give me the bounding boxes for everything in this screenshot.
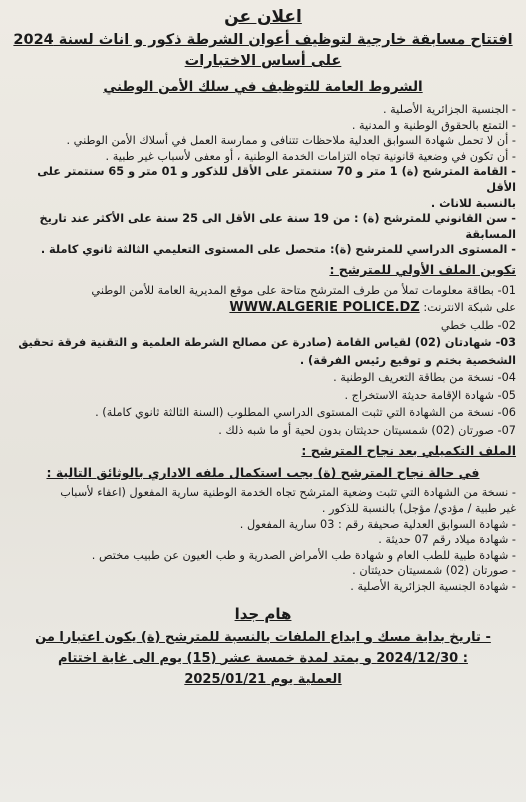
list-item: - أن تكون في وضعية قانونية تجاه التزامات الخدمة الوطنية ، أو معفى لأسباب غير طبية . <box>105 149 516 163</box>
list-item: - التمتع بالحقوق الوطنية و المدنية . <box>351 118 516 132</box>
deadline-line-2: : 2024/12/30 و يمتد لمدة خمسة عشر (15) يوم الى غاية اختتام <box>58 650 468 666</box>
list-item: - شهادة طبية للطب العام و شهادة طب الأمراض الصدرية و طب العيون عن طبيب مختص . <box>91 548 516 562</box>
list-item: - نسخة من الشهادة التي تثبت وضعية المترشح تجاه الخدمة الوطنية سارية المفعول (اعفاء لأسباب <box>60 486 516 500</box>
list-item: - أن لا تحمل شهادة السوابق العدلية ملاحظات تتنافى و ممارسة العمل في أسلاك الأمن الوطني . <box>66 134 516 148</box>
initial-file-list <box>10 282 516 440</box>
list-item: - المستوى الدراسي للمترشح (ة): متحصل على المستوى التعليمي الثالثة ثانوي كاملة . <box>40 243 516 257</box>
complementary-file-list <box>10 485 516 594</box>
complementary-file-heading: الملف التكميلي بعد نجاح المترشح : <box>301 443 516 459</box>
initial-file-heading: تكوين الملف الأولي للمترشح : <box>329 261 516 277</box>
list-item <box>10 299 516 317</box>
website-link[interactable]: WWW.ALGERIE POLICE.DZ <box>229 300 420 316</box>
list-item: - سن القانوني للمترشح (ة) : من 19 سنة على الأقل الى 25 سنة على الأكثر عند تاريخ المسابقة <box>39 212 516 241</box>
announcement-title: اعلان عن <box>224 7 302 27</box>
list-item: غير طبية / مؤدي/ مؤجل) بالنسبة للذكور . <box>321 502 516 516</box>
list-item: بالنسبة للاناث . <box>430 196 516 210</box>
list-item: 07- صورتان (02) شمسيتان حديثتان بدون لحية أو ما شبه ذلك . <box>218 423 516 437</box>
list-item: 05- شهادة الإقامة حديثة الاستخراج . <box>344 388 516 402</box>
list-item: 04- نسخة من بطاقة التعريف الوطنية . <box>333 371 516 385</box>
list-item: - القامة المترشح (ة) 1 متر و 70 سنتمتر على الأقل للذكور و 01 متر و 65 سنتمتر على الأقل <box>37 165 516 194</box>
list-item: 03- شهادتان (02) لقياس القامة (صادرة عن مصالح الشرطة العلمية و التقنية فرقة تحقيق <box>18 336 516 350</box>
important-notice-title: هام جدا <box>234 604 292 623</box>
list-item: 06- نسخة من الشهادة التي تثبت المستوى الدراسي المطلوب (السنة الثالثة ثانوي كاملة) . <box>95 406 516 420</box>
list-item: 02- طلب خطي <box>440 318 516 332</box>
conditions-list <box>10 102 516 258</box>
competition-title-line-2: على أساس الاختبارات <box>184 53 342 69</box>
list-item: - الجنسية الجزائرية الأصلية . <box>382 103 516 116</box>
competition-title-line-1: افتتاح مسابقة خارجية لتوظيف أعوان الشرطة ذكور و اناث لسنة 2024 <box>13 32 513 48</box>
deadline-line-1: - تاريخ بداية مسك و ايداع الملفات بالنسبة للمترشح (ة) يكون اعتبارا من <box>35 629 491 645</box>
conditions-heading: الشروط العامة للتوظيف في سلك الأمن الوطني <box>103 79 423 95</box>
list-item: - شهادة السوابق العدلية صحيفة رقم : 03 سارية المفعول . <box>239 517 516 531</box>
website-label: على شبكة الانترنت: <box>423 301 516 315</box>
list-item: - صورتان (02) شمسيتان حديثتان . <box>352 564 516 578</box>
list-item: 01- بطاقة معلومات تملأ من طرف المترشح متاحة على موقع المديرية العامة للأمن الوطني <box>91 283 516 297</box>
complementary-file-intro: في حالة نجاح المترشح (ة) يجب استكمال ملفه الاداري بالوثائق التالية : <box>46 465 480 481</box>
list-item: الشخصية بختم و توقيع رئيس الفرقة) . <box>299 353 516 367</box>
deadline-line-3: العملية يوم 2025/01/21 <box>184 671 342 687</box>
list-item: - شهادة الجنسية الجزائرية الأصلية . <box>350 580 516 593</box>
list-item: - شهادة ميلاد رقم 07 حديثة . <box>378 533 516 547</box>
